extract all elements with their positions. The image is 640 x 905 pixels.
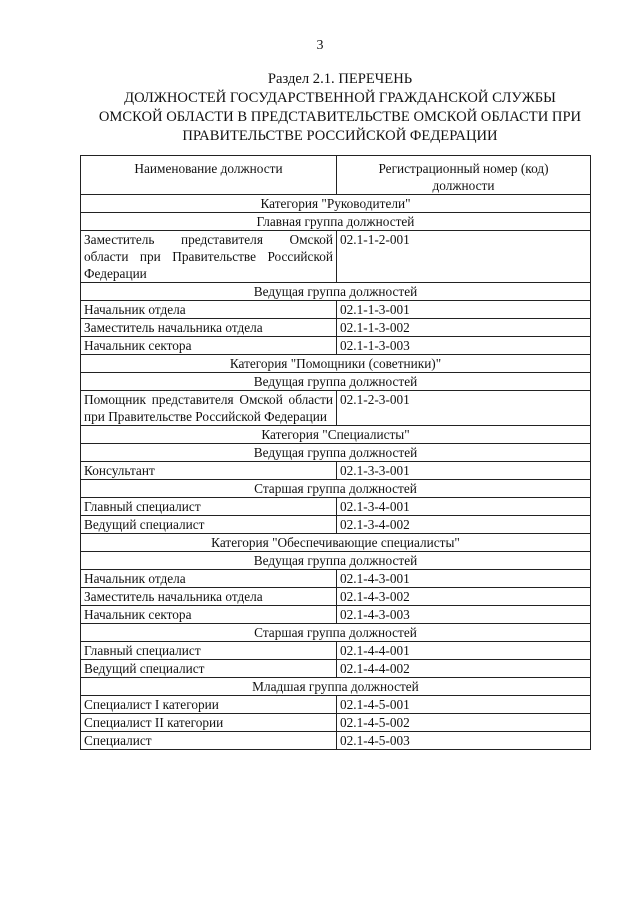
table-row bbox=[81, 337, 591, 355]
position-name-cell: Специалист I категории bbox=[81, 696, 337, 714]
position-name-cell: Помощник представителя Омской области при Правительстве Российской Федерации bbox=[81, 391, 337, 426]
category-row bbox=[81, 195, 591, 213]
position-name-cell: Ведущий специалист bbox=[81, 660, 337, 678]
position-code-cell: 02.1-3-3-001 bbox=[337, 462, 591, 480]
table-row bbox=[81, 588, 591, 606]
table-row bbox=[81, 660, 591, 678]
table-row bbox=[81, 319, 591, 337]
group-heading: Ведущая группа должностей bbox=[81, 444, 591, 462]
table-body bbox=[81, 195, 591, 750]
table-row bbox=[81, 301, 591, 319]
title-line: ОМСКОЙ ОБЛАСТИ В ПРЕДСТАВИТЕЛЬСТВЕ ОМСКОЙ ОБЛАСТИ ПРИ bbox=[98, 109, 582, 125]
group-heading: Старшая группа должностей bbox=[81, 624, 591, 642]
position-name-cell: Консультант bbox=[81, 462, 337, 480]
position-name-cell: Заместитель представителя Омской области при Правительстве Российской Федерации bbox=[81, 231, 337, 283]
category-row bbox=[81, 426, 591, 444]
position-code-cell: 02.1-1-2-001 bbox=[337, 231, 591, 283]
position-name-cell: Главный специалист bbox=[81, 642, 337, 660]
position-code-cell: 02.1-1-3-003 bbox=[337, 337, 591, 355]
group-row bbox=[81, 552, 591, 570]
table-row bbox=[81, 462, 591, 480]
header-position-name: Наименование должности bbox=[81, 156, 337, 195]
category-row bbox=[81, 355, 591, 373]
group-heading: Ведущая группа должностей bbox=[81, 373, 591, 391]
position-name-cell: Начальник сектора bbox=[81, 606, 337, 624]
position-name-cell: Ведущий специалист bbox=[81, 516, 337, 534]
position-code-cell: 02.1-4-3-002 bbox=[337, 588, 591, 606]
title-line: ПРАВИТЕЛЬСТВЕ РОССИЙСКОЙ ФЕДЕРАЦИИ bbox=[182, 128, 498, 144]
category-row bbox=[81, 534, 591, 552]
group-row bbox=[81, 213, 591, 231]
table-row bbox=[81, 516, 591, 534]
group-heading: Ведущая группа должностей bbox=[81, 283, 591, 301]
group-row bbox=[81, 444, 591, 462]
group-row bbox=[81, 678, 591, 696]
position-code-cell: 02.1-4-3-001 bbox=[337, 570, 591, 588]
position-code-cell: 02.1-4-5-003 bbox=[337, 732, 591, 750]
position-code-cell: 02.1-3-4-001 bbox=[337, 498, 591, 516]
category-heading: Категория "Помощники (советники)" bbox=[81, 355, 591, 373]
table-row bbox=[81, 570, 591, 588]
position-name-cell: Специалист II категории bbox=[81, 714, 337, 732]
position-code-cell: 02.1-4-5-002 bbox=[337, 714, 591, 732]
position-code-cell: 02.1-4-5-001 bbox=[337, 696, 591, 714]
group-row bbox=[81, 480, 591, 498]
header-registration-code: Регистрационный номер (код) должности bbox=[337, 156, 591, 195]
category-heading: Категория "Специалисты" bbox=[81, 426, 591, 444]
table-row bbox=[81, 732, 591, 750]
position-name-cell: Заместитель начальника отдела bbox=[81, 319, 337, 337]
group-heading: Ведущая группа должностей bbox=[81, 552, 591, 570]
table-row bbox=[81, 231, 591, 283]
document-title bbox=[60, 70, 620, 146]
table-row bbox=[81, 696, 591, 714]
table-row bbox=[81, 391, 591, 426]
position-name-cell: Начальник отдела bbox=[81, 301, 337, 319]
group-row bbox=[81, 283, 591, 301]
positions-table bbox=[80, 155, 591, 750]
group-row bbox=[81, 373, 591, 391]
title-line: Раздел 2.1. ПЕРЕЧЕНЬ bbox=[267, 71, 413, 87]
position-code-cell: 02.1-2-3-001 bbox=[337, 391, 591, 426]
category-heading: Категория "Руководители" bbox=[81, 195, 591, 213]
position-name-cell: Специалист bbox=[81, 732, 337, 750]
position-name-cell: Начальник сектора bbox=[81, 337, 337, 355]
position-code-cell: 02.1-1-3-002 bbox=[337, 319, 591, 337]
page-number: 3 bbox=[316, 38, 324, 53]
table-row bbox=[81, 642, 591, 660]
table-row bbox=[81, 606, 591, 624]
position-code-cell: 02.1-4-3-003 bbox=[337, 606, 591, 624]
group-heading: Старшая группа должностей bbox=[81, 480, 591, 498]
position-name-cell: Начальник отдела bbox=[81, 570, 337, 588]
group-heading: Главная группа должностей bbox=[81, 213, 591, 231]
position-name-cell: Главный специалист bbox=[81, 498, 337, 516]
table-row bbox=[81, 714, 591, 732]
table-header-row bbox=[81, 156, 591, 195]
table-row bbox=[81, 498, 591, 516]
category-heading: Категория "Обеспечивающие специалисты" bbox=[81, 534, 591, 552]
position-code-cell: 02.1-1-3-001 bbox=[337, 301, 591, 319]
position-code-cell: 02.1-4-4-002 bbox=[337, 660, 591, 678]
position-code-cell: 02.1-4-4-001 bbox=[337, 642, 591, 660]
group-row bbox=[81, 624, 591, 642]
group-heading: Младшая группа должностей bbox=[81, 678, 591, 696]
title-line: ДОЛЖНОСТЕЙ ГОСУДАРСТВЕННОЙ ГРАЖДАНСКОЙ СЛУЖБЫ bbox=[124, 90, 556, 106]
position-name-cell: Заместитель начальника отдела bbox=[81, 588, 337, 606]
position-code-cell: 02.1-3-4-002 bbox=[337, 516, 591, 534]
